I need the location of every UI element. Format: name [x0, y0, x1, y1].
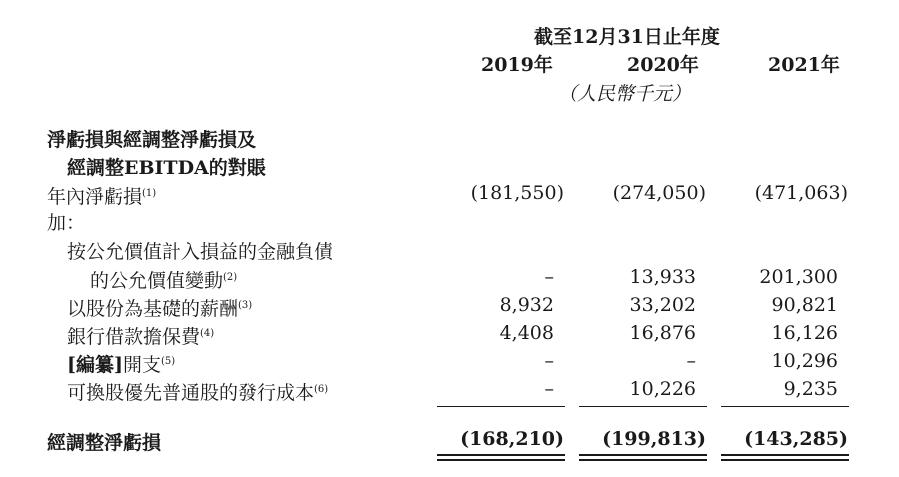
- footnote-ref: (3): [238, 300, 253, 311]
- value-2021: 90,821: [771, 294, 838, 316]
- value-2021: 10,296: [771, 350, 838, 372]
- section-title-line2: 經調整EBITDA的對賬: [67, 157, 266, 179]
- row-label-issuance-cost: 可換股優先普通股的發行成本$^{(6)}$: [67, 382, 329, 404]
- double-rule-2019-bottom: [437, 459, 565, 461]
- subtotal-rule-2019: [437, 406, 565, 407]
- row-label-net-loss: 年內淨虧損$^{(1)}$: [47, 186, 157, 208]
- subtotal-rule-2021: [721, 406, 849, 407]
- value-2019: 8,932: [499, 294, 554, 316]
- row-label-add: 加：: [47, 212, 86, 234]
- value-2019: –: [544, 378, 554, 400]
- double-rule-2021-bottom: [721, 459, 849, 461]
- section-title-line1: 淨虧損與經調整淨虧損及: [47, 129, 257, 151]
- row-label-fair-value-line1: 按公允價值計入損益的金融負債: [67, 241, 334, 263]
- value-2019: –: [544, 350, 554, 372]
- period-header: 截至12月31日止年度: [534, 26, 720, 48]
- footnote-ref: (5): [161, 356, 176, 367]
- total-2019: (168,210): [460, 428, 564, 450]
- row-label-guarantee-fee: 銀行借款擔保費$^{(4)}$: [67, 326, 215, 348]
- value-2020: –: [686, 350, 696, 372]
- value-2021: 16,126: [771, 322, 838, 344]
- total-2021: (143,285): [744, 428, 848, 450]
- total-label: 經調整淨虧損: [47, 432, 162, 454]
- year-2019: 2019年: [481, 54, 553, 76]
- year-2021: 2021年: [768, 54, 840, 76]
- double-rule-2020-top: [579, 454, 707, 456]
- value-2019: (181,550): [470, 182, 564, 204]
- total-2020: (199,813): [602, 428, 706, 450]
- value-2019: –: [544, 266, 554, 288]
- unit-label: （人民幣千元）: [558, 83, 692, 105]
- value-2020: 13,933: [629, 266, 696, 288]
- footnote-ref: (1): [142, 188, 157, 199]
- double-rule-2021-top: [721, 454, 849, 456]
- footnote-ref: (6): [314, 384, 329, 395]
- subtotal-rule-2020: [579, 406, 707, 407]
- year-2020: 2020年: [627, 54, 699, 76]
- value-2019: 4,408: [499, 322, 554, 344]
- double-rule-2019-top: [437, 454, 565, 456]
- row-label-share-based-comp: 以股份為基礎的薪酬$^{(3)}$: [67, 298, 253, 320]
- footnote-ref: (4): [200, 328, 215, 339]
- double-rule-2020-bottom: [579, 459, 707, 461]
- value-2020: 33,202: [629, 294, 696, 316]
- value-2021: (471,063): [754, 182, 848, 204]
- value-2020: 16,876: [629, 322, 696, 344]
- value-2021: 9,235: [783, 378, 838, 400]
- value-2020: (274,050): [612, 182, 706, 204]
- row-label-redacted-expenses: [編纂]開支$^{(5)}$: [67, 354, 176, 376]
- value-2021: 201,300: [759, 266, 838, 288]
- footnote-ref: (2): [223, 272, 238, 283]
- row-label-fair-value-line2: 的公允價值變動$^{(2)}$: [90, 270, 238, 292]
- value-2020: 10,226: [629, 378, 696, 400]
